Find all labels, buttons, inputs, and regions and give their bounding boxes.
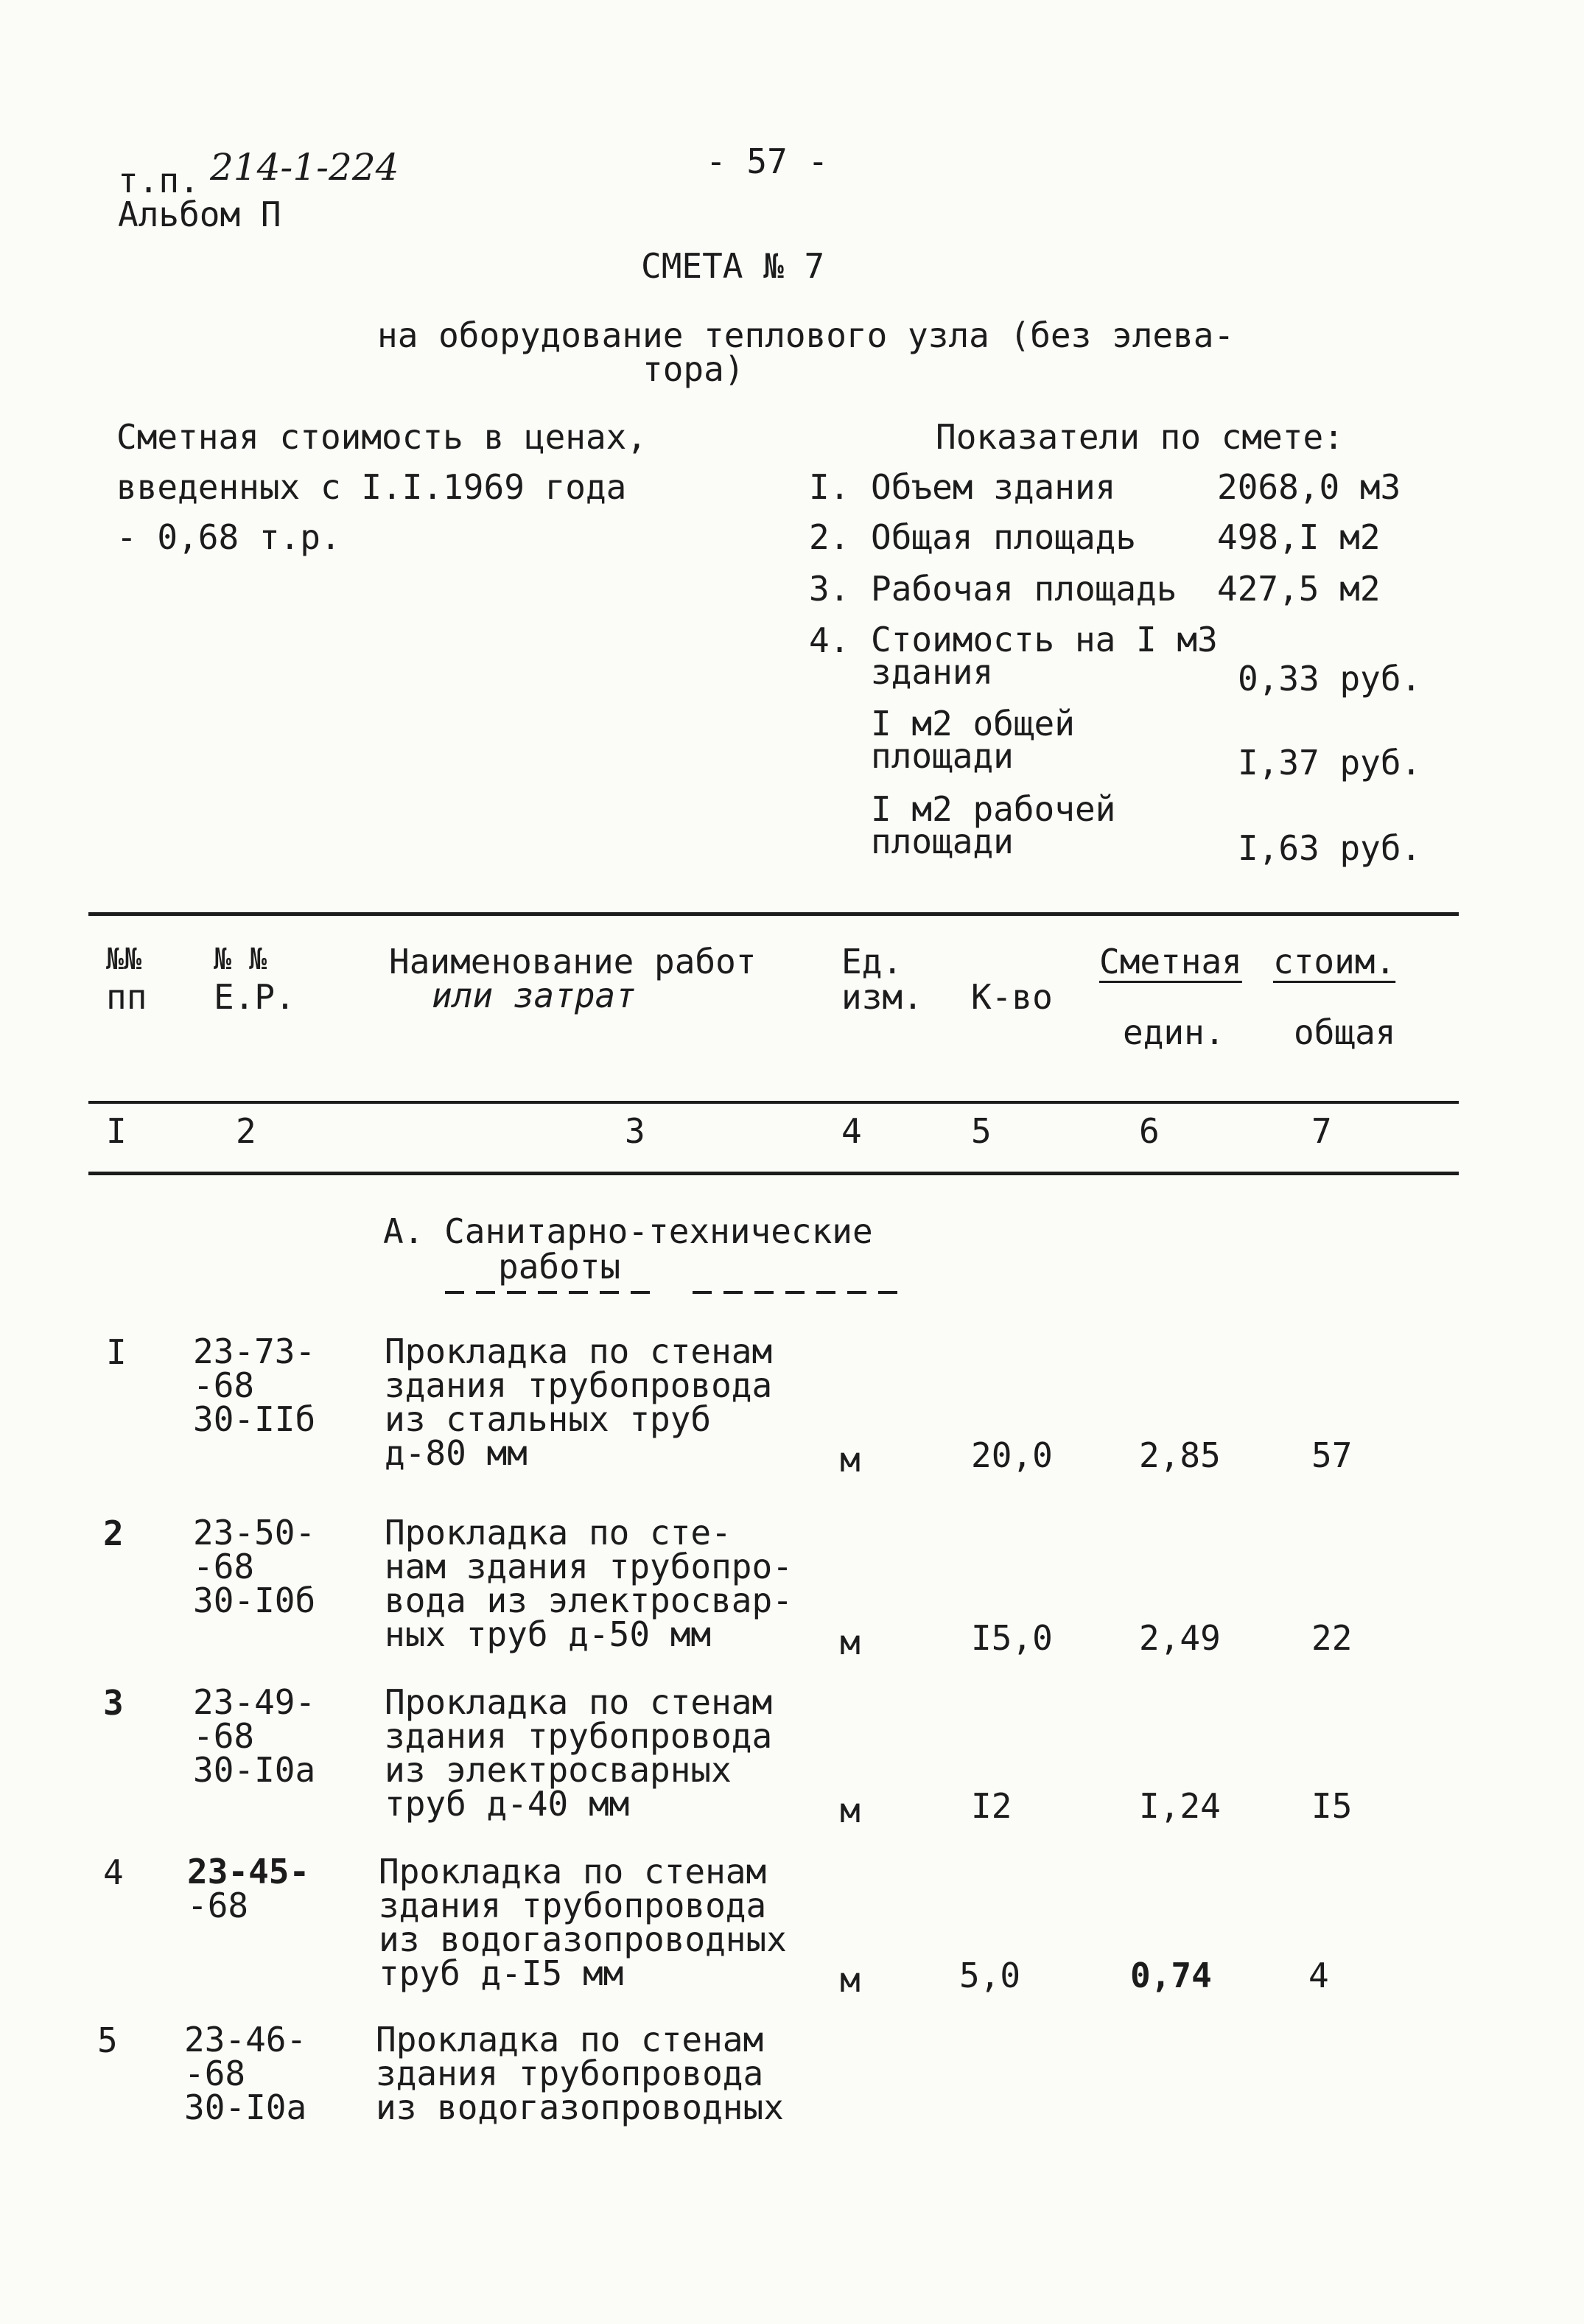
col-6-7-header-a: Сметная bbox=[1099, 942, 1242, 981]
row-3-name-1: Прокладка по стенам bbox=[385, 1682, 773, 1722]
col-3-header-b: или затрат bbox=[432, 976, 636, 1015]
row-2-er-1: 23-50- bbox=[193, 1513, 316, 1553]
section-dash bbox=[723, 1291, 743, 1294]
cost-line-1: Сметная стоимость в ценах, bbox=[116, 417, 648, 457]
row-3-unit: м bbox=[840, 1791, 861, 1830]
indicator-2-label: Общая площадь bbox=[871, 517, 1137, 557]
indicator-4b-label: I м2 рабочей bbox=[871, 789, 1116, 829]
indicator-4-label-2: здания bbox=[871, 652, 994, 692]
row-1-total: 57 bbox=[1311, 1435, 1353, 1475]
row-4-total: 4 bbox=[1308, 1956, 1329, 1995]
col-2-header-a: № № bbox=[214, 942, 267, 976]
col-3-header-a: Наименование работ bbox=[389, 942, 757, 981]
page-number: - 57 - bbox=[706, 141, 829, 181]
section-dash bbox=[507, 1291, 526, 1294]
section-dash bbox=[878, 1291, 897, 1294]
indicator-4b-value: I,63 руб. bbox=[1238, 828, 1422, 868]
table-top-rule bbox=[88, 912, 1459, 916]
row-3-name-3: из электросварных bbox=[385, 1750, 732, 1790]
section-dash bbox=[847, 1291, 866, 1294]
header-divider-rule bbox=[88, 1101, 1459, 1104]
col-number-4: 4 bbox=[841, 1111, 862, 1151]
project-number-handwritten: 214-1-224 bbox=[210, 146, 399, 189]
row-1-unit: м bbox=[840, 1440, 861, 1480]
row-2-unit-cost: 2,49 bbox=[1139, 1618, 1221, 1658]
col-number-3: 3 bbox=[625, 1111, 645, 1151]
row-5-name-1: Прокладка по стенам bbox=[376, 2020, 764, 2059]
indicator-1-label: Объем здания bbox=[871, 467, 1116, 507]
row-2-pp: 2 bbox=[103, 1513, 124, 1553]
row-3-qty: I2 bbox=[971, 1786, 1012, 1826]
section-dash bbox=[569, 1291, 588, 1294]
indicator-3-label: Рабочая площадь bbox=[871, 569, 1177, 609]
row-1-unit-cost: 2,85 bbox=[1139, 1435, 1221, 1475]
row-1-er-1: 23-73- bbox=[193, 1331, 316, 1371]
section-dash bbox=[631, 1291, 650, 1294]
row-1-name-3: из стальных труб bbox=[385, 1399, 712, 1439]
cost-line-2: введенных с I.I.1969 года bbox=[116, 467, 627, 507]
section-dash bbox=[476, 1291, 495, 1294]
section-dash bbox=[785, 1291, 805, 1294]
row-2-unit: м bbox=[840, 1623, 861, 1662]
indicator-3-value: 427,5 м2 bbox=[1217, 569, 1381, 609]
row-1-er-3: 30-IIб bbox=[193, 1399, 316, 1439]
row-4-unit: м bbox=[840, 1960, 861, 2000]
indicator-4b-label-2: площади bbox=[871, 822, 1014, 861]
row-5-er-2: -68 bbox=[184, 2054, 246, 2093]
row-2-er-2: -68 bbox=[193, 1547, 255, 1586]
estimate-title: СМЕТА № 7 bbox=[641, 246, 825, 286]
row-2-total: 22 bbox=[1311, 1618, 1353, 1658]
row-2-name-1: Прокладка по сте- bbox=[385, 1513, 732, 1553]
numbers-divider-rule bbox=[88, 1172, 1459, 1175]
section-dash bbox=[445, 1291, 464, 1294]
row-1-name-4: д-80 мм bbox=[385, 1433, 528, 1473]
col-number-7: 7 bbox=[1311, 1111, 1332, 1151]
col-1-header-a: №№ bbox=[106, 942, 142, 976]
row-4-unit-cost: 0,74 bbox=[1130, 1956, 1212, 1995]
row-1-pp: I bbox=[106, 1332, 127, 1372]
indicator-1-value: 2068,0 м3 bbox=[1217, 467, 1401, 507]
row-4-name-3: из водогазопроводных bbox=[379, 1919, 787, 1959]
row-3-pp: 3 bbox=[103, 1683, 124, 1723]
estimate-subtitle-1: на оборудование теплового узла (без элева- bbox=[377, 315, 1235, 355]
row-4-name-2: здания трубопровода bbox=[379, 1886, 767, 1925]
row-3-er-2: -68 bbox=[193, 1716, 255, 1756]
col-number-1: I bbox=[106, 1111, 127, 1151]
row-2-name-2: нам здания трубопро- bbox=[385, 1547, 793, 1586]
indicator-2-value: 498,I м2 bbox=[1217, 517, 1381, 557]
row-3-name-4: труб д-40 мм bbox=[385, 1784, 630, 1824]
col-5-header: К-во bbox=[971, 977, 1053, 1017]
row-4-name-4: труб д-I5 мм bbox=[379, 1953, 624, 1993]
row-4-er-1: 23-45- bbox=[187, 1852, 310, 1891]
row-4-name-1: Прокладка по стенам bbox=[379, 1852, 767, 1891]
col-1-header-b: пп bbox=[106, 977, 147, 1017]
cost-line-3: - 0,68 т.р. bbox=[116, 517, 341, 557]
section-dash bbox=[600, 1291, 619, 1294]
indicator-3-num: 3. bbox=[809, 569, 850, 609]
row-5-er-1: 23-46- bbox=[184, 2020, 307, 2059]
section-dash bbox=[538, 1291, 557, 1294]
col-number-2: 2 bbox=[236, 1111, 256, 1151]
section-title: А. Санитарно-технические bbox=[383, 1211, 873, 1251]
row-5-name-2: здания трубопровода bbox=[376, 2054, 764, 2093]
section-title-2: работы bbox=[498, 1247, 621, 1287]
row-2-er-3: 30-I0б bbox=[193, 1581, 316, 1620]
row-1-qty: 20,0 bbox=[971, 1435, 1053, 1475]
indicator-4a-value: I,37 руб. bbox=[1238, 743, 1422, 783]
indicators-title: Показатели по смете: bbox=[936, 417, 1344, 457]
indicator-2-num: 2. bbox=[809, 517, 850, 557]
col-7-header: общая bbox=[1294, 1012, 1396, 1052]
estimate-subtitle-2: тора) bbox=[642, 349, 745, 389]
album-label: Альбом П bbox=[118, 195, 281, 234]
row-3-unit-cost: I,24 bbox=[1139, 1786, 1221, 1826]
section-dash bbox=[754, 1291, 774, 1294]
row-4-pp: 4 bbox=[103, 1852, 124, 1892]
row-3-er-1: 23-49- bbox=[193, 1682, 316, 1722]
row-3-name-2: здания трубопровода bbox=[385, 1716, 773, 1756]
col-2-header-b: Е.Р. bbox=[214, 977, 295, 1017]
row-2-qty: I5,0 bbox=[971, 1618, 1053, 1658]
row-1-name-1: Прокладка по стенам bbox=[385, 1331, 773, 1371]
indicator-1-num: I. bbox=[809, 467, 850, 507]
section-dash bbox=[816, 1291, 835, 1294]
row-3-er-3: 30-I0а bbox=[193, 1750, 316, 1790]
row-1-name-2: здания трубопровода bbox=[385, 1365, 773, 1405]
row-2-name-4: ных труб д-50 мм bbox=[385, 1614, 712, 1654]
indicator-4-num: 4. bbox=[809, 620, 850, 660]
col-6-7-header-b: стоим. bbox=[1273, 942, 1396, 981]
indicator-4a-label-2: площади bbox=[871, 736, 1014, 776]
row-5-er-3: 30-I0а bbox=[184, 2087, 307, 2127]
col-6-header: един. bbox=[1123, 1012, 1225, 1052]
indicator-4-value: 0,33 руб. bbox=[1238, 659, 1422, 699]
col-4-header-b: изм. bbox=[841, 977, 923, 1017]
col-number-6: 6 bbox=[1139, 1111, 1160, 1151]
col-4-header-a: Ед. bbox=[841, 942, 903, 981]
row-2-name-3: вода из электросвар- bbox=[385, 1581, 793, 1620]
project-prefix: т.п. bbox=[118, 161, 200, 200]
col-number-5: 5 bbox=[971, 1111, 992, 1151]
row-4-er-2: -68 bbox=[187, 1886, 249, 1925]
indicator-4-label: Стоимость на I м3 bbox=[871, 620, 1218, 659]
row-4-qty: 5,0 bbox=[959, 1956, 1021, 1995]
indicator-4a-label: I м2 общей bbox=[871, 704, 1075, 743]
row-3-total: I5 bbox=[1311, 1786, 1353, 1826]
row-1-er-2: -68 bbox=[193, 1365, 255, 1405]
row-5-name-3: из водогазопроводных bbox=[376, 2087, 784, 2127]
row-5-pp: 5 bbox=[97, 2020, 118, 2060]
section-dash bbox=[693, 1291, 712, 1294]
